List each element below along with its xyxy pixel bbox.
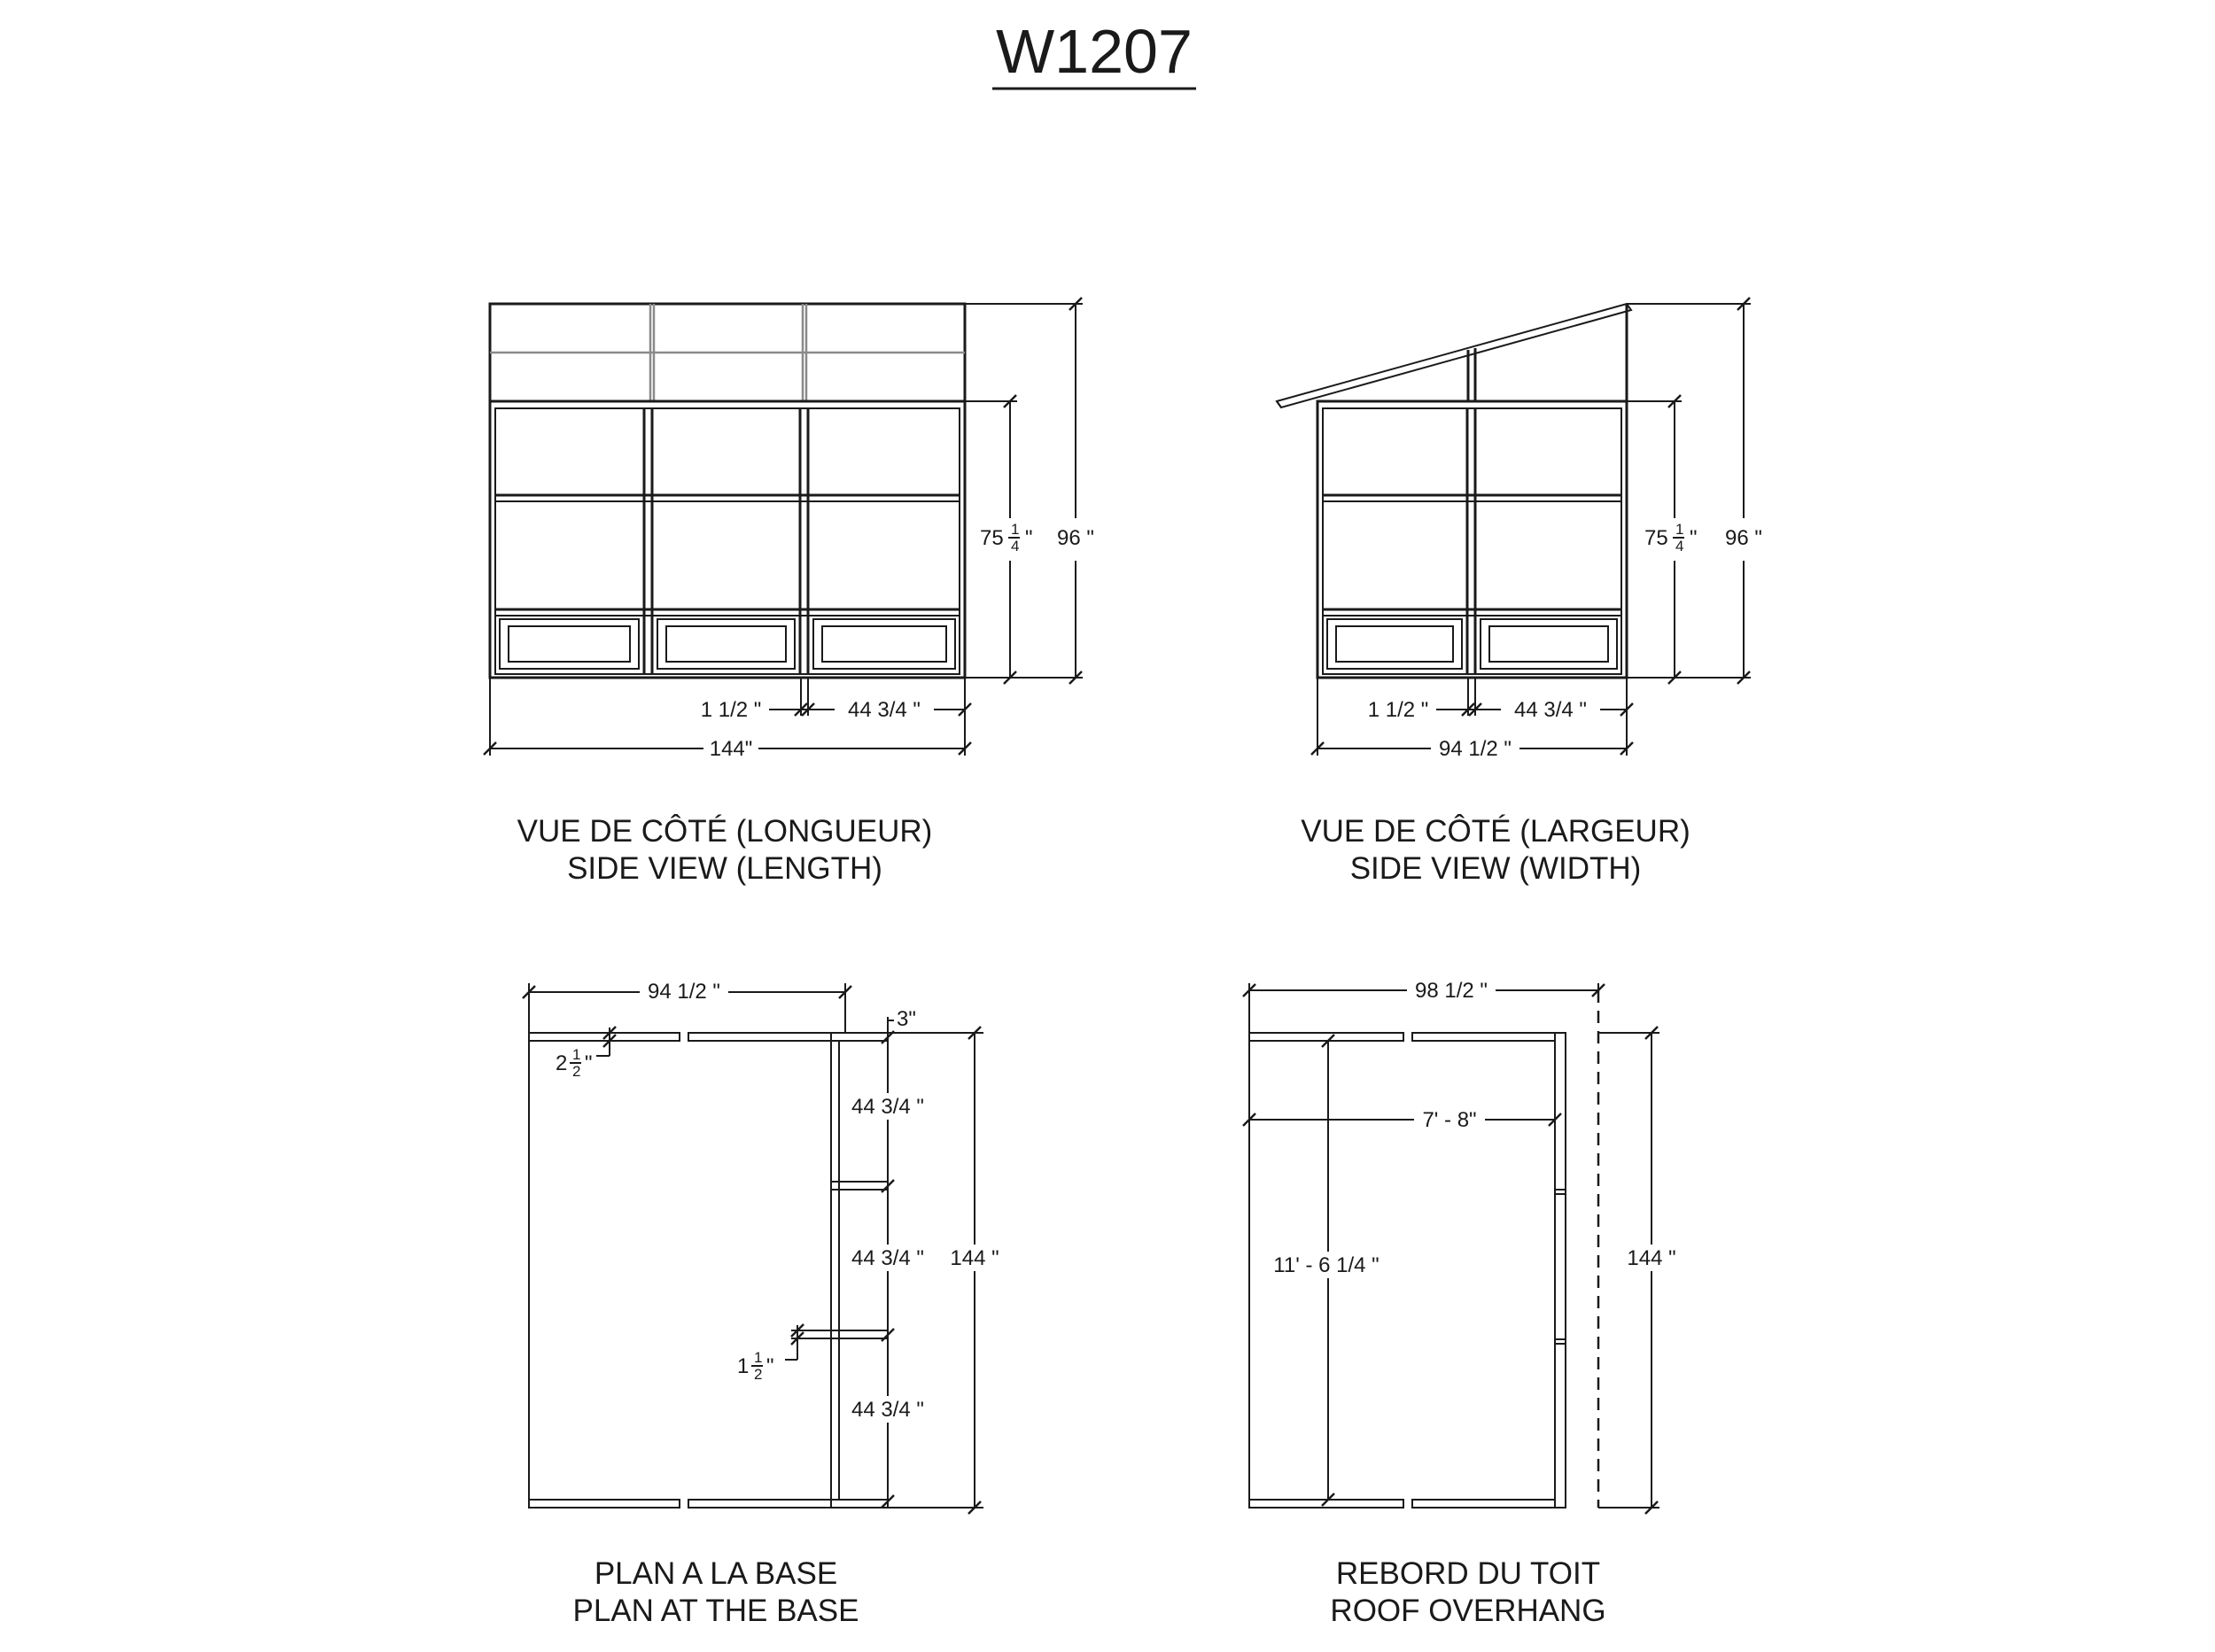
caption-en: PLAN AT THE BASE [572,1594,859,1628]
wall-inner-frame [1323,408,1621,674]
post-num: 1 [754,1349,763,1366]
wall-height-unit: " [1690,526,1698,550]
wall-segment [688,1500,831,1508]
wall-height-num: 1 [1675,521,1684,538]
offset-label: 3" [897,1007,916,1031]
kick-panel-inset [509,626,630,662]
roof-slope [1277,304,1631,407]
caption-fr: PLAN A LA BASE [594,1556,838,1591]
corner-post [831,1500,888,1508]
post-whole: 1 [737,1354,750,1378]
base-plan [523,978,1001,1628]
wall-height-whole: 75 [980,526,1004,550]
kick-panel-inset [1489,626,1608,662]
panel-1-label: 44 3/4 " [851,1095,924,1119]
caption-fr: VUE DE CÔTÉ (LONGUEUR) [517,814,933,849]
kick-panel-inset [666,626,786,662]
right-wall [1555,1033,1566,1508]
wall-height-den: 4 [1675,538,1684,555]
total-length-label: 144" [709,737,753,761]
length-label: 144 " [950,1246,999,1270]
wall-segment [1412,1033,1555,1041]
inner-width-label: 7' - 8" [1422,1108,1477,1132]
kick-panel-inset [822,626,946,662]
kick-panel-inset [1336,626,1453,662]
post-label: 1 1/2 " [700,698,762,722]
width-label: 94 1/2 " [648,980,720,1004]
wall-thickness-whole: 2 [556,1051,568,1075]
caption-en: SIDE VIEW (WIDTH) [1349,851,1642,886]
wall-segment [1412,1500,1555,1508]
wall-thickness-unit: " [585,1051,593,1075]
caption-en: ROOF OVERHANG [1330,1594,1606,1628]
post-label: 1 1/2 " [1367,698,1429,722]
roof-edge [1277,401,1281,407]
corner-post [831,1033,888,1041]
roof-overhang [1243,976,1678,1628]
panel-3-label: 44 3/4 " [851,1398,924,1422]
wall-height-whole: 75 [1644,526,1668,550]
wall-thickness-den: 2 [572,1063,581,1080]
length-label: 144 " [1627,1246,1676,1270]
wall-height-den: 4 [1011,538,1020,555]
wall-segment [688,1033,831,1041]
total-height-label: 96 " [1725,526,1762,550]
post-den: 2 [754,1366,763,1383]
panel-label: 44 3/4 " [848,698,921,722]
wall-outline [490,401,965,678]
wall-inner-frame [495,408,960,674]
wall-thickness-num: 1 [572,1046,581,1063]
caption-en: SIDE VIEW (LENGTH) [567,851,882,886]
caption-fr: VUE DE CÔTÉ (LARGEUR) [1301,814,1690,849]
side-view-length [484,298,1099,886]
drawing-title: W1207 [996,17,1193,86]
panel-label: 44 3/4 " [1514,698,1587,722]
post-unit: " [766,1354,774,1378]
side-view-width [1277,298,1767,886]
wall-segment [1249,1033,1403,1041]
wall-height-num: 1 [1011,521,1020,538]
wall-segment [529,1500,680,1508]
width-label: 98 1/2 " [1415,979,1488,1003]
panel-2-label: 44 3/4 " [851,1246,924,1270]
wall-outline [1317,401,1627,678]
total-height-label: 96 " [1057,526,1094,550]
total-width-label: 94 1/2 " [1439,737,1512,761]
inner-length-label: 11' - 6 1/4 " [1273,1253,1380,1277]
caption-fr: REBORD DU TOIT [1335,1556,1601,1591]
wall-height-unit: " [1025,526,1033,550]
